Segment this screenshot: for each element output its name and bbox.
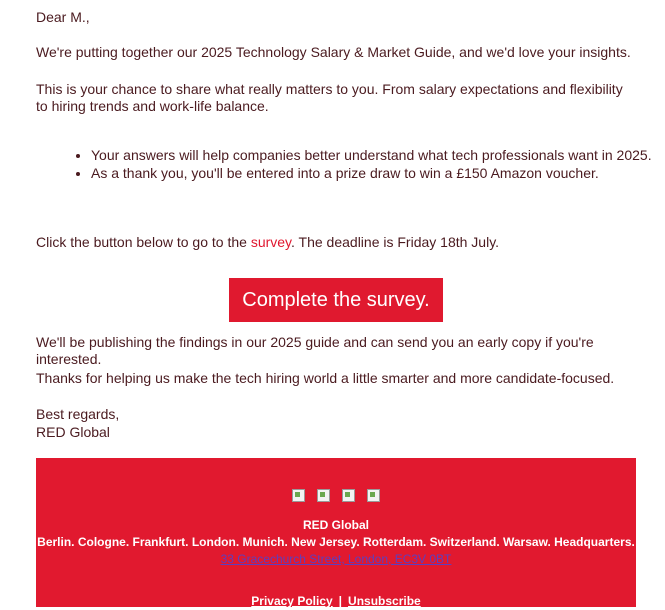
chance-paragraph-line-2: to hiring trends and work-life balance. [36, 98, 269, 114]
survey-instruction-prefix: Click the button below to go to the [36, 234, 251, 250]
footer-company: RED Global [302, 518, 369, 532]
footer-separator: | [338, 594, 343, 608]
benefits-list [36, 146, 661, 182]
social-image-3-icon[interactable] [342, 489, 355, 502]
social-image-4-icon[interactable] [367, 489, 380, 502]
chance-paragraph-line-1: This is your chance to share what really matters to you. From salary expectations and flexibility [36, 81, 623, 97]
intro-paragraph: We're putting together our 2025 Technology Salary & Market Guide, and we'd love your insights. [36, 44, 631, 60]
signature: RED Global [36, 424, 110, 440]
footer-address-row [36, 551, 636, 568]
publish-paragraph-line-1: We'll be publishing the findings in our 2025 guide and can send you an early copy if you're [36, 334, 594, 350]
signoff: Best regards, [36, 406, 120, 422]
survey-link[interactable]: survey [250, 234, 292, 250]
publish-paragraph-line-2: interested. [36, 351, 102, 367]
survey-instruction [36, 233, 636, 251]
social-image-2-icon[interactable] [317, 489, 330, 502]
privacy-policy-link[interactable]: Privacy Policy [251, 594, 333, 608]
list-item: • Your answers will help companies better understand what tech professionals want in 2025. [91, 146, 661, 164]
thanks-paragraph: Thanks for helping us make the tech hiring world a little smarter and more candidate-focused. [36, 370, 615, 386]
footer [36, 458, 636, 607]
social-image-1-icon[interactable] [292, 489, 305, 502]
list-item: • As a thank you, you'll be entered into a prize draw to win a £150 Amazon voucher. [91, 164, 661, 182]
footer-address-link[interactable]: 33 Gracechurch Street, London, EC3V 0BT [220, 552, 452, 566]
complete-survey-button[interactable]: Complete the survey. [229, 278, 443, 322]
survey-deadline: . The deadline is Friday 18th July. [291, 234, 500, 250]
greeting: Dear M., [36, 9, 90, 25]
footer-links [36, 593, 636, 610]
social-links [36, 489, 636, 511]
footer-locations: Berlin. Cologne. Frankfurt. London. Munich. New Jersey. Rotterdam. Switzerland. Warsaw. Headquarters. [37, 535, 635, 549]
unsubscribe-link[interactable]: Unsubscribe [348, 594, 421, 608]
